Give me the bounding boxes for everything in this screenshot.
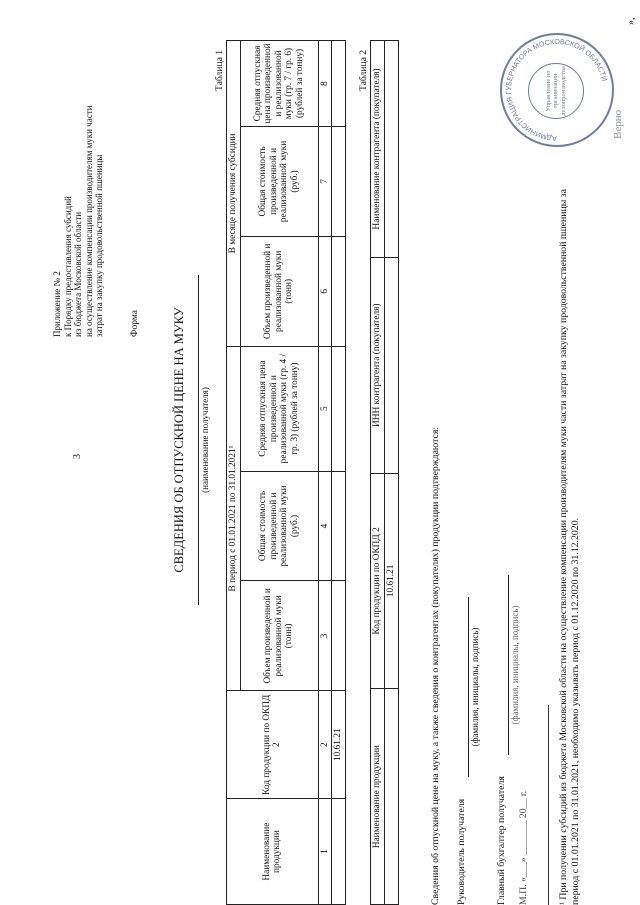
- header-product-name: Наименование продукции: [371, 689, 385, 905]
- stamp-ring-label: АДМИНИСТРАЦИЯ ГУБЕРНАТОРА МОСКОВСКОЙ ОБЛАСТИ: [503, 36, 610, 144]
- header-price: Средняя отпускная цена произведенной и реализованной муки (гр. 4 / гр. 3) (рублей за тонну): [240, 346, 318, 471]
- header-cost: Общая стоимость произведенной и реализованной муки (руб.): [240, 471, 318, 581]
- verno-mark: Верно: [612, 109, 624, 139]
- accountant-signature-line: [508, 575, 509, 755]
- header-cost-2: Общая стоимость произведенной и реализованной муки (руб.): [240, 126, 318, 236]
- column-number: 6: [318, 236, 332, 346]
- header-product-code: Код продукции по ОКПД 2: [371, 473, 385, 689]
- column-number: 5: [318, 346, 332, 471]
- header-period-jan: В период с 01.01.2021 по 31.01.2021¹: [227, 346, 241, 691]
- document-title: СВЕДЕНИЯ ОБ ОТПУСКНОЙ ЦЕНЕ НА МУКУ: [172, 307, 186, 573]
- column-number: 4: [318, 471, 332, 581]
- corner-mark: »,: [626, 17, 637, 25]
- table-cell: [384, 41, 398, 258]
- table-cell: 10.61.21: [332, 691, 346, 799]
- header-period-subsidy: В месяце получения субсидии: [227, 41, 241, 347]
- accountant-signature-label: Главный бухгалтер получателя: [496, 776, 507, 905]
- table2-label: Таблица 2: [358, 49, 369, 91]
- recipient-line: [198, 275, 199, 605]
- recipient-hint: (наименование получателя): [200, 387, 210, 493]
- footnote-line: ¹ При получении субсидий из бюджета Московской области на осуществление компенсации производителям муки части затрат на закупку продовольственной пшеницы за: [558, 188, 569, 905]
- header-price-2: Средняя отпускная цена произведенной и реализованной муки (гр. 7 / гр. 6) (рублей за тонну): [240, 41, 318, 127]
- table-1: [226, 40, 346, 905]
- appendix-line: Приложение № 2: [52, 271, 62, 337]
- table-cell: [332, 41, 346, 127]
- confirmation-note: Сведения об отпускной цене на муку, а также сведения о контрагентах (покупателях) продукции подтверждаются:: [430, 426, 441, 905]
- page-number: 3: [72, 454, 83, 459]
- table-2: [370, 40, 399, 905]
- table-cell: [332, 346, 346, 471]
- header-volume-2: Объем произведенной и реализованной муки (тонн): [240, 236, 318, 346]
- table1-label: Таблица 1: [214, 49, 225, 91]
- head-signature-hint: (фамилия, инициалы, подпись): [470, 627, 480, 747]
- appendix-note: [52, 37, 105, 337]
- header-counterparty: Наименование контрагента (покупателя): [371, 41, 385, 258]
- head-signature-line: [468, 597, 469, 777]
- table-cell: [332, 126, 346, 236]
- header-inn: ИНН контрагента (покупателя): [371, 257, 385, 473]
- footnote-divider: [548, 705, 549, 905]
- accountant-signature-hint: (фамилия, инициалы, подпись): [510, 605, 520, 725]
- header-name: Наименование продукции: [227, 799, 319, 905]
- column-number: 3: [318, 581, 332, 691]
- table-cell: [332, 471, 346, 581]
- stamp-place-date: М.П. «___» _______ 20__ г.: [518, 790, 529, 905]
- table-cell: [384, 689, 398, 905]
- table-cell: [332, 581, 346, 691]
- footnote: [558, 25, 582, 905]
- table-cell: [332, 236, 346, 346]
- head-signature-label: Руководитель получателя: [456, 798, 467, 905]
- stamp-inner-text: Управление по организации делопроизводства: [528, 63, 584, 119]
- column-number: 7: [318, 126, 332, 236]
- table-cell: [332, 799, 346, 905]
- appendix-line: на осуществление компенсации производителям муки части: [83, 105, 94, 337]
- table-cell: 10.61.21: [384, 473, 398, 689]
- table-cell: [384, 257, 398, 473]
- footnote-line: период с 01.01.2021 по 31.01.2021, необходимо указывать период с 01.12.2020 по 31.12.2020.: [570, 517, 581, 905]
- appendix-line: из бюджета Московской области: [73, 211, 83, 337]
- header-volume: Объем произведенной и реализованной муки (тонн): [240, 581, 318, 691]
- column-number: 8: [318, 41, 332, 127]
- official-stamp: [500, 33, 614, 147]
- column-number: 1: [318, 799, 332, 905]
- appendix-line: к Порядку предоставления субсидий: [62, 196, 73, 337]
- column-number: 2: [318, 691, 332, 799]
- form-label: Форма: [130, 309, 140, 337]
- appendix-line: затрат на закупку продовольственной пшеницы: [94, 154, 104, 337]
- header-code: Код продукции по ОКПД 2: [227, 691, 319, 799]
